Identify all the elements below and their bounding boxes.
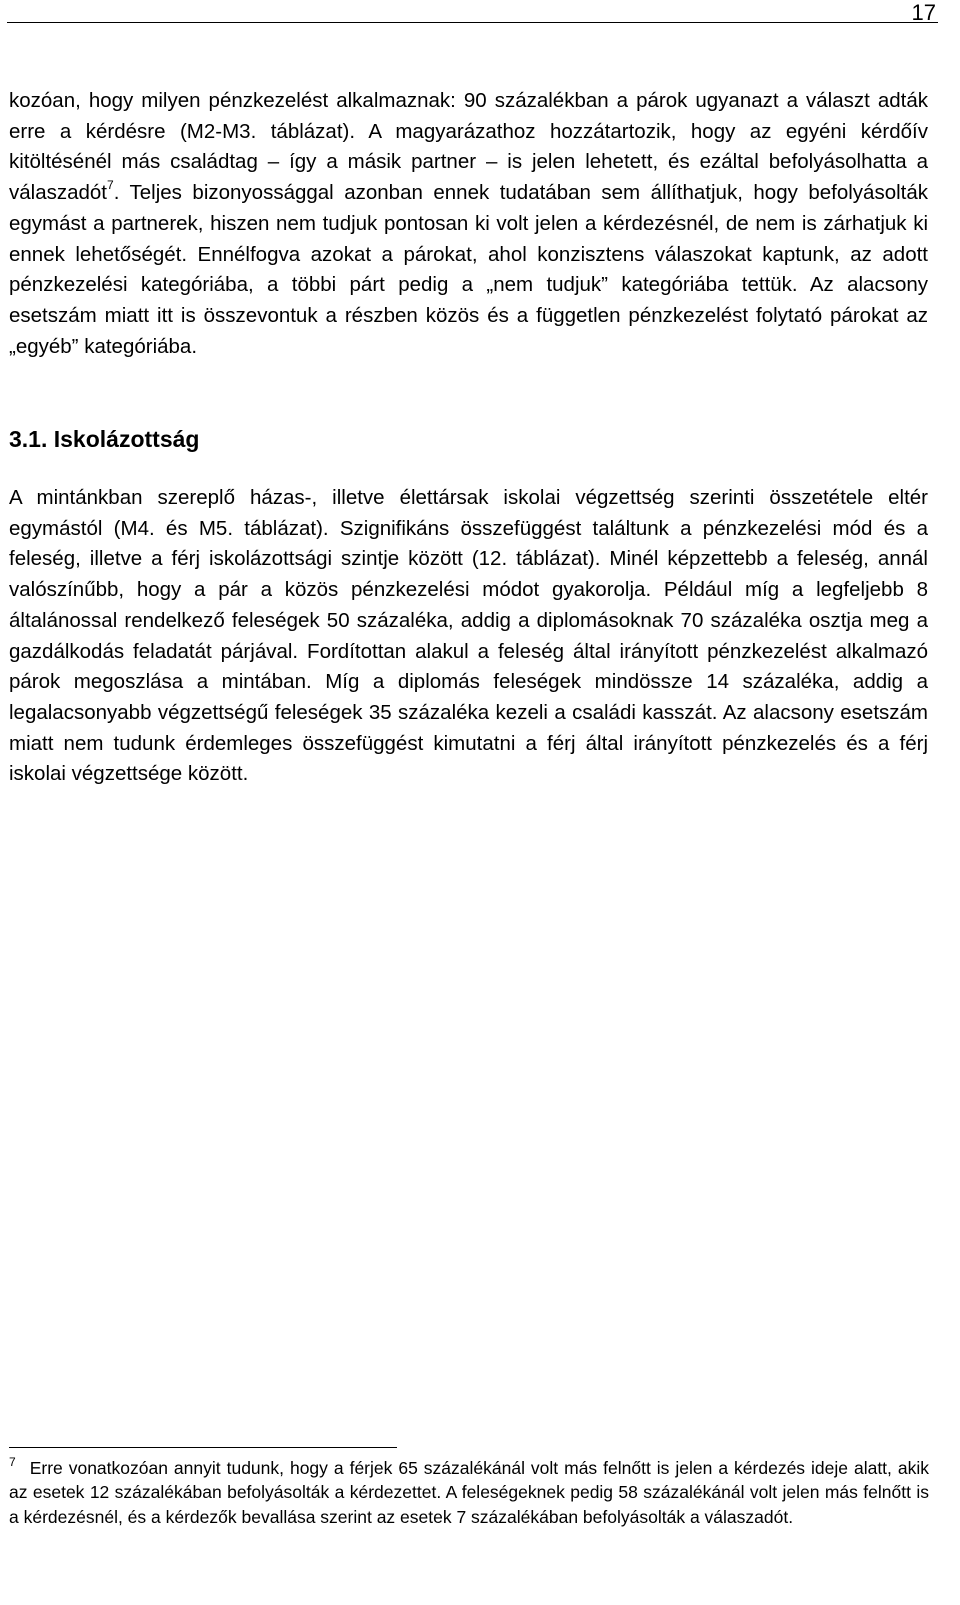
footnote-separator	[9, 1447, 397, 1448]
body-paragraph-1	[9, 86, 928, 362]
page-number: 17	[911, 0, 936, 25]
section-heading: 3.1. Iskolázottság	[9, 426, 200, 452]
body-paragraph-2: A mintánkban szereplő házas-, illetve élettársak iskolai végzettség szerinti összetétele eltér egymástól (M4. és M5. táblázat). Szignifikáns összefüggést találtunk a pénzkezelési mód és a feleség, illetve a férj iskolázottsági szintje között (12. táblázat). Minél képzettebb a feleség, annál valószínűbb, hogy a pár a közös pénzkezelési módot gyakorolja. Például míg a legfeljebb 8 általánossal rendelkező feleségek 50 százaléka, addig a diplomásoknak 70 százaléka osztja meg a gazdálkodás feladatát párjával. Fordítottan alakul a feleség által irányított pénzkezelést alkalmazó párok megoszlása a mintában. Míg a diplomás feleségek mindössze 14 százaléka, addig a legalacsonyabb végzettségű feleségek 35 százaléka kezeli a családi kasszát. Az alacsony esetszám miatt nem tudunk érdemleges összefüggést kimutatni a férj által irányított pénzkezelés és a férj iskolai végzettsége között.	[9, 486, 928, 786]
header-rule	[7, 22, 938, 23]
paragraph-1-text-start: kozóan, hogy milyen pénzkezelést alkalmaznak: 90 százalékban a párok ugyanazt a választ adták erre a kérdésre (M2-M3. táblázat). A magyarázathoz hozzátartozik, hogy az egyéni kérdőív kitöltésénél más családtag – így a másik partner – is jelen lehetett, és ezáltal befolyásolhatta a válaszadót	[9, 89, 928, 205]
footnote-reference[interactable]: 7	[107, 178, 114, 193]
paragraph-1-text-end: . Teljes bizonyossággal azonban ennek tudatában sem állíthatjuk, hogy befolyásolták egymást a partnerek, hiszen nem tudjuk pontosan ki volt jelen a kérdezésnél, de nem is zárhatjuk ki ennek lehetőségét. Ennélfogva azokat a párokat, ahol konzisztens válaszokat kaptunk, az adott pénzkezelési kategóriába, a többi párt pedig a „nem tudjuk” kategóriába tettük. Az alacsony esetszám miatt itt is összevontuk a részben közös és a független pénzkezelést folytató párokat az „egyéb” kategóriába.	[9, 181, 928, 358]
footnote-number: 7	[9, 1455, 16, 1469]
footnote	[9, 1456, 929, 1529]
footnote-text: Erre vonatkozóan annyit tudunk, hogy a férjek 65 százalékánál volt más felnőtt is jelen a kérdezés ideje alatt, akik az esetek 12 százalékában befolyásolták a kérdezettet. A feleségeknek pedig 58 százalékánál volt jelen más felnőtt is a kérdezésnél, és a kérdezők bevallása szerint az esetek 7 százalékában befolyásolták a válaszadót.	[9, 1458, 929, 1527]
